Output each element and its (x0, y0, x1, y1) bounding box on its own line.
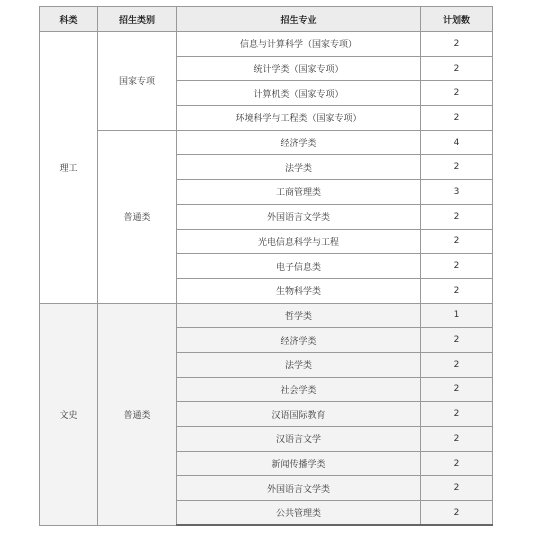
plan-cell: 2 (421, 204, 493, 229)
table-row (40, 303, 493, 328)
header-major: 招生专业 (177, 7, 421, 32)
plan-cell: 2 (421, 352, 493, 377)
plan-cell: 2 (421, 402, 493, 427)
major-cell: 公共管理类 (177, 501, 421, 526)
plan-cell: 3 (421, 180, 493, 205)
plan-cell: 2 (421, 377, 493, 402)
group-arts (40, 303, 493, 525)
table-row (40, 32, 493, 57)
major-cell: 信息与计算科学（国家专项） (177, 32, 421, 57)
major-cell: 统计学类（国家专项） (177, 56, 421, 81)
major-cell: 生物科学类 (177, 278, 421, 303)
plan-cell: 2 (421, 32, 493, 57)
category-cell: 理工 (40, 32, 98, 304)
plan-cell: 2 (421, 106, 493, 131)
major-cell: 法学类 (177, 155, 421, 180)
major-cell: 计算机类（国家专项） (177, 81, 421, 106)
plan-cell: 1 (421, 303, 493, 328)
major-cell: 工商管理类 (177, 180, 421, 205)
major-cell: 汉语言文学 (177, 427, 421, 452)
table-row (40, 130, 493, 155)
plan-cell: 2 (421, 254, 493, 279)
type-cell: 国家专项 (98, 32, 177, 131)
group-science (40, 32, 493, 304)
plan-cell: 2 (421, 476, 493, 501)
major-cell: 法学类 (177, 352, 421, 377)
plan-cell: 2 (421, 56, 493, 81)
type-cell: 普通类 (98, 130, 177, 303)
major-cell: 社会学类 (177, 377, 421, 402)
admission-plan-table (39, 6, 493, 526)
major-cell: 经济学类 (177, 130, 421, 155)
plan-cell: 2 (421, 451, 493, 476)
header-type: 招生类别 (98, 7, 177, 32)
header-category: 科类 (40, 7, 98, 32)
major-cell: 经济学类 (177, 328, 421, 353)
plan-cell: 2 (421, 427, 493, 452)
major-cell: 光电信息科学与工程 (177, 229, 421, 254)
major-cell: 新闻传播学类 (177, 451, 421, 476)
major-cell: 环境科学与工程类（国家专项） (177, 106, 421, 131)
header-row (40, 7, 493, 32)
major-cell: 哲学类 (177, 303, 421, 328)
header-plan: 计划数 (421, 7, 493, 32)
plan-cell: 2 (421, 81, 493, 106)
plan-cell: 2 (421, 229, 493, 254)
plan-cell: 2 (421, 501, 493, 526)
plan-cell: 2 (421, 155, 493, 180)
category-cell: 文史 (40, 303, 98, 525)
major-cell: 外国语言文学类 (177, 204, 421, 229)
major-cell: 外国语言文学类 (177, 476, 421, 501)
table-header (40, 7, 493, 32)
type-cell: 普通类 (98, 303, 177, 525)
major-cell: 汉语国际教育 (177, 402, 421, 427)
plan-cell: 4 (421, 130, 493, 155)
plan-cell: 2 (421, 328, 493, 353)
plan-cell: 2 (421, 278, 493, 303)
major-cell: 电子信息类 (177, 254, 421, 279)
